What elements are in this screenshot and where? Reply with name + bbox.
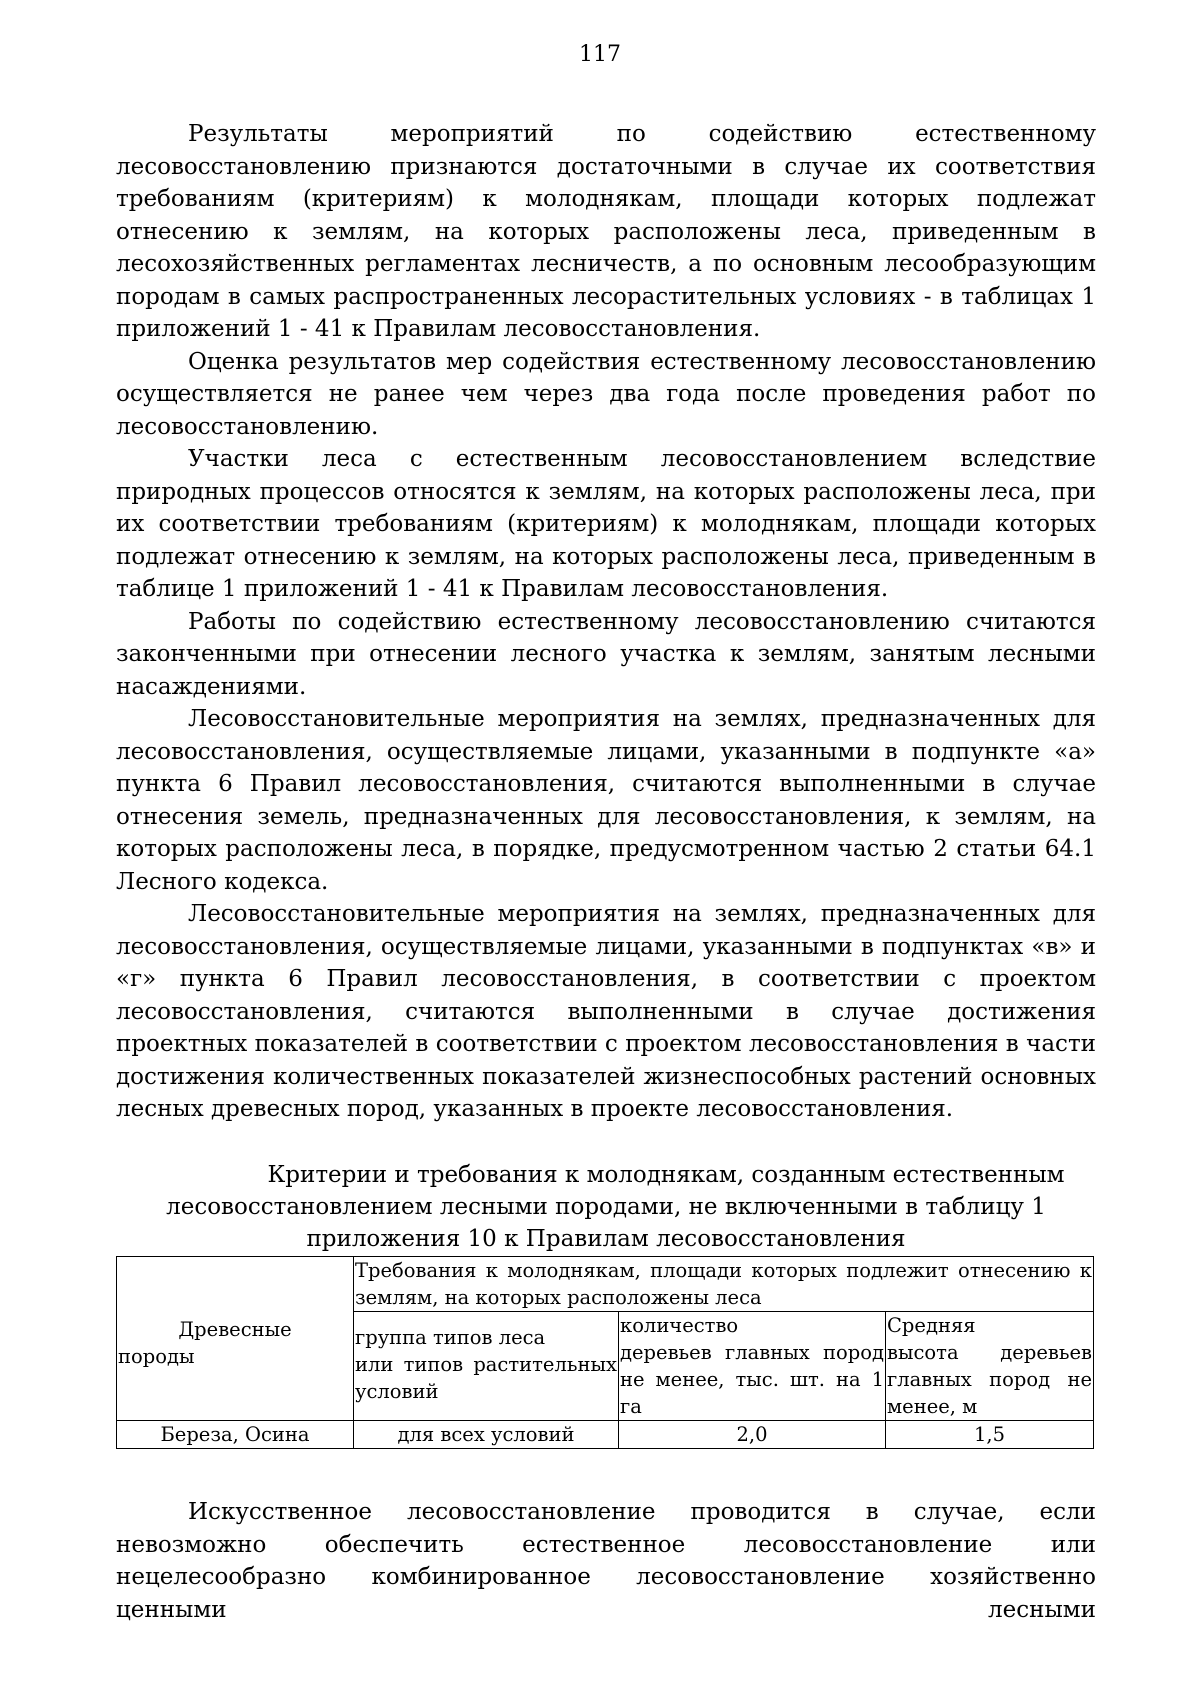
header-group-line-2: или типов растительных условий [355, 1353, 617, 1403]
table-title [116, 1159, 1096, 1255]
header-group-line-1: группа типов леса [355, 1326, 546, 1349]
header-height-line-1: Средняя [887, 1314, 976, 1337]
paragraph-assessment: Оценка результатов мер содействия естественному лесовосстановлению осуществляется не ранее чем через два года после проведения работ по лесовосстановлению. [116, 348, 1096, 440]
criteria-table [116, 1256, 1094, 1449]
cell-group: для всех условий [354, 1421, 619, 1449]
table-row [117, 1421, 1094, 1449]
paragraph-measures-a: Лесовосстановительные мероприятия на землях, предназначенных для лесовосстановления, осуществляемые лицами, указанными в подпункте «а» пункта 6 Правил лесовосстановления, считаются выполненными в случае отнесения земель, предназначенных для лесовосстановления, к землям, на которых расположены леса, в порядке, предусмотренном частью 2 статьи 64.1 Лесного кодекса. [116, 706, 1096, 895]
header-count [619, 1312, 886, 1421]
header-group [354, 1312, 619, 1421]
paragraph-measures-v-g: Лесовосстановительные мероприятия на землях, предназначенных для лесовосстановления, осуществляемые лицами, указанными в подпунктах «в» и «г» пункта 6 Правил лесовосстановления, в соответствии с проектом лесовосстановления, считаются выполненными в случае достижения проектных показателей в соответствии с проектом лесовосстановления в части достижения количественных показателей жизнеспособных растений основных лесных древесных пород, указанных в проекте лесовосстановления. [116, 901, 1096, 1122]
cell-count: 2,0 [619, 1421, 886, 1449]
paragraph-works-completed: Работы по содействию естественному лесовосстановлению считаются законченными при отнесении лесного участка к землям, занятым лесными насаждениями. [116, 608, 1096, 700]
table-header-row-1 [117, 1257, 1094, 1312]
header-count-line-1: количество [620, 1314, 739, 1337]
table-title-line-3: приложения 10 к Правилам лесовосстановления [306, 1226, 906, 1252]
header-species-line-1: Древесные [178, 1317, 292, 1341]
document-tail [116, 1496, 1096, 1626]
header-count-line-2: деревьев главных пород не менее, тыс. шт. на 1 га [620, 1341, 884, 1418]
header-height-line-2: высота деревьев главных пород не менее, м [887, 1341, 1092, 1418]
table-title-line-1: Критерии и требования к молоднякам, созданным естественным [267, 1162, 1065, 1188]
cell-height: 1,5 [886, 1421, 1094, 1449]
header-requirements: Требования к молоднякам, площади которых подлежит отнесению к землям, на которых расположены леса [354, 1257, 1094, 1312]
header-species-line-2: породы [118, 1344, 195, 1368]
page-number: 117 [579, 42, 621, 67]
header-species [117, 1257, 354, 1421]
document-body [116, 118, 1096, 1126]
table-title-line-2: лесовосстановлением лесными породами, не включенными в таблицу 1 [166, 1194, 1046, 1220]
paragraph-artificial: Искусственное лесовосстановление проводится в случае, если невозможно обеспечить естественное лесовосстановление или нецелесообразно комбинированное лесовосстановление хозяйственно ценными лесными [116, 1499, 1096, 1623]
paragraph-results: Результаты мероприятий по содействию естественному лесовосстановлению признаются достаточными в случае их соответствия требованиям (критериям) к молоднякам, площади которых подлежат отнесению к землям, на которых расположены леса, приведенным в лесохозяйственных регламентах лесничеств, а по основным лесообразующим породам в самых распространенных лесорастительных условиях - в таблицах 1 приложений 1 - 41 к Правилам лесовосстановления. [116, 121, 1096, 342]
header-height [886, 1312, 1094, 1421]
paragraph-natural-areas: Участки леса с естественным лесовосстановлением вследствие природных процессов относятся к землям, на которых расположены леса, при их соответствии требованиям (критериям) к молоднякам, площади которых подлежат отнесению к землям, на которых расположены леса, приведенным в таблице 1 приложений 1 - 41 к Правилам лесовосстановления. [116, 446, 1096, 602]
cell-species: Береза, Осина [117, 1421, 354, 1449]
